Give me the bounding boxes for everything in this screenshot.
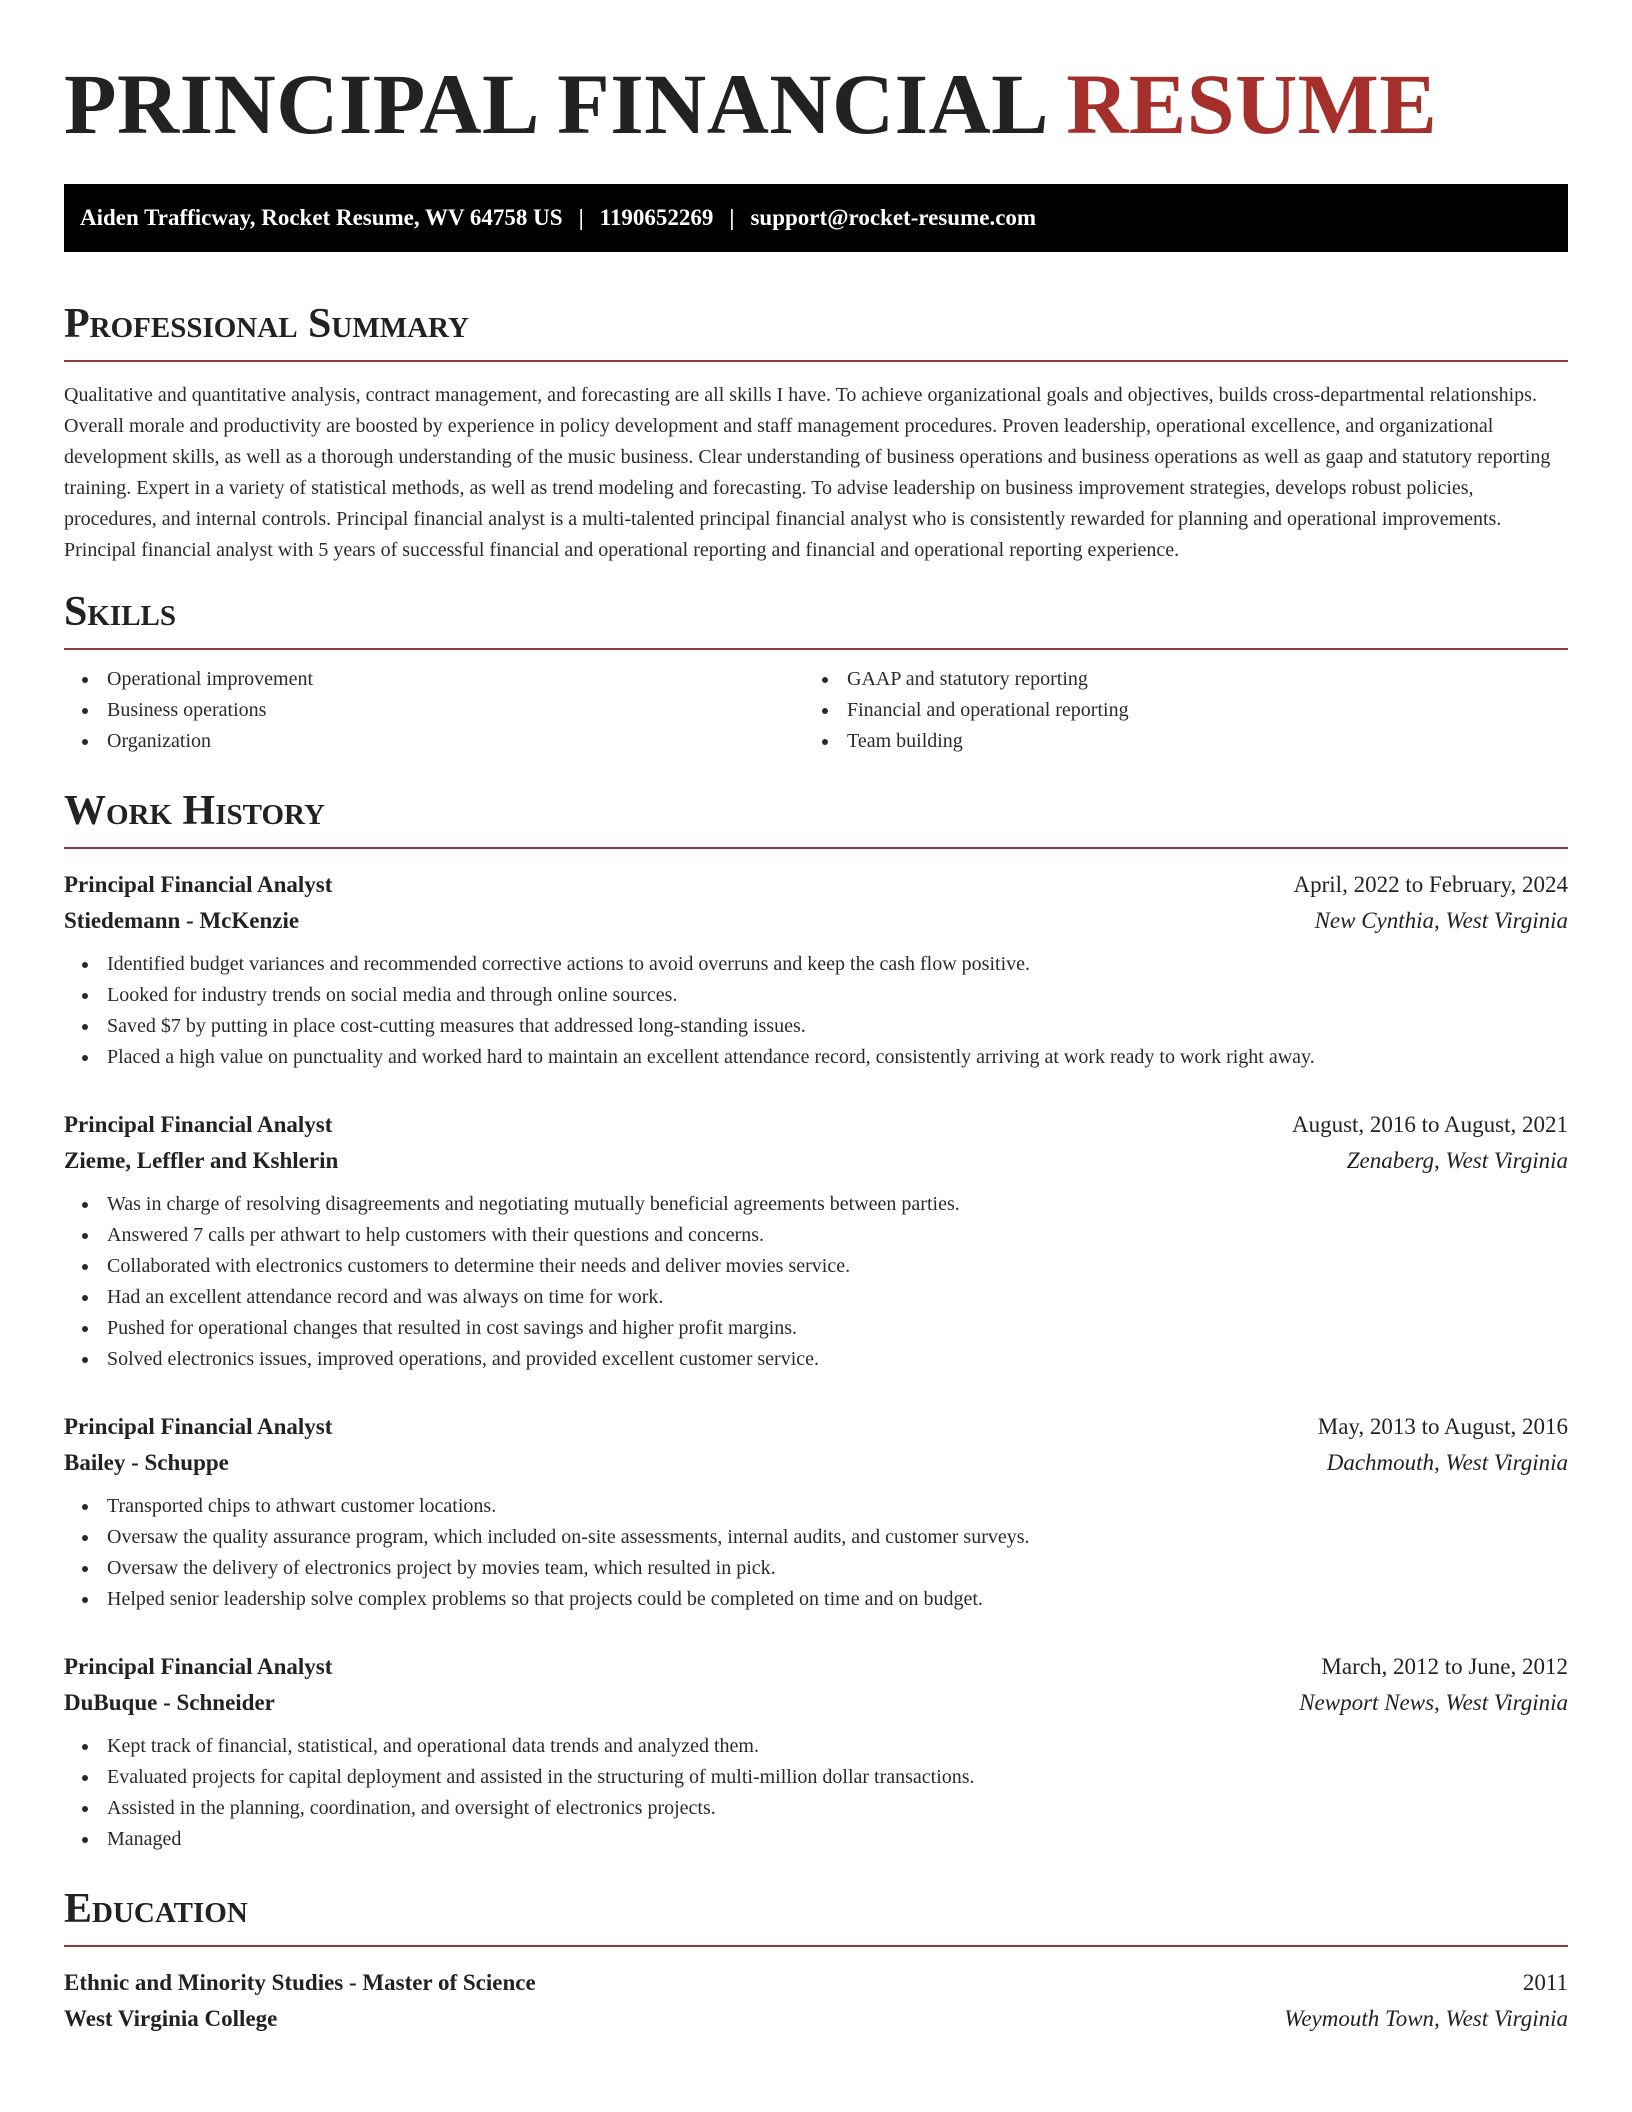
skill-item: Operational improvement [64,664,804,695]
skill-item: Organization [64,726,804,757]
skills-section [64,586,1568,757]
job-bullets [64,1189,1568,1375]
contact-bar [64,184,1568,252]
job-bullets [64,949,1568,1073]
education-location: Weymouth Town, West Virginia [1284,2006,1568,2031]
job-company: Stiedemann - McKenzie [64,908,300,933]
job-company: Bailey - Schuppe [64,1450,229,1475]
education-section [64,1883,1568,2037]
contact-phone: 1190652269 [599,205,714,230]
job-bullet: Managed [64,1824,1568,1855]
education-year: 2011 [1522,1970,1568,1995]
job-bullet: Transported chips to athwart customer locations. [64,1491,1568,1522]
job-bullet: Oversaw the quality assurance program, which included on-site assessments, internal audits, and customer surveys. [64,1522,1568,1553]
job-bullet: Collaborated with electronics customers to determine their needs and deliver movies service. [64,1251,1568,1282]
job-title: Principal Financial Analyst [64,1414,333,1439]
skill-item: Financial and operational reporting [804,695,1544,726]
job-bullet: Had an excellent attendance record and was always on time for work. [64,1282,1568,1313]
work-heading: Work History [64,785,1568,849]
job-bullet: Was in charge of resolving disagreements and negotiating mutually beneficial agreements between parties. [64,1189,1568,1220]
work-section [64,785,1568,1855]
education-heading: Education [64,1883,1568,1947]
contact-separator: | [729,205,735,230]
job-bullet: Evaluated projects for capital deployment and assisted in the structuring of multi-million dollar transactions. [64,1762,1568,1793]
contact-address: Aiden Trafficway, Rocket Resume, WV 64758 US [80,205,563,230]
job-entry [64,1107,1568,1375]
job-company: DuBuque - Schneider [64,1690,275,1715]
job-location: New Cynthia, West Virginia [1314,908,1568,933]
job-title: Principal Financial Analyst [64,1112,333,1137]
summary-section [64,298,1568,566]
skill-item: Business operations [64,695,804,726]
job-bullet: Pushed for operational changes that resulted in cost savings and higher profit margins. [64,1313,1568,1344]
job-bullet: Answered 7 calls per athwart to help customers with their questions and concerns. [64,1220,1568,1251]
job-entry [64,867,1568,1073]
job-bullet: Solved electronics issues, improved operations, and provided excellent customer service. [64,1344,1568,1375]
job-bullet: Placed a high value on punctuality and worked hard to maintain an excellent attendance record, consistently arriving at work ready to work right away. [64,1042,1568,1073]
resume-title [64,58,1568,150]
job-bullet: Helped senior leadership solve complex problems so that projects could be completed on time and on budget. [64,1584,1568,1615]
job-dates: March, 2012 to June, 2012 [1321,1654,1568,1679]
title-main: PRINCIPAL FINANCIAL [64,56,1045,152]
education-degree: Ethnic and Minority Studies - Master of Science [64,1970,536,1995]
summary-heading: Professional Summary [64,298,1568,362]
job-location: Zenaberg, West Virginia [1346,1148,1568,1173]
job-title: Principal Financial Analyst [64,1654,333,1679]
job-bullet: Oversaw the delivery of electronics project by movies team, which resulted in pick. [64,1553,1568,1584]
job-entry [64,1649,1568,1855]
job-title: Principal Financial Analyst [64,872,333,897]
contact-separator: | [578,205,584,230]
skills-heading: Skills [64,586,1568,650]
job-bullet: Looked for industry trends on social media and through online sources. [64,980,1568,1011]
contact-email[interactable]: support@rocket-resume.com [750,205,1037,230]
job-dates: August, 2016 to August, 2021 [1291,1112,1568,1137]
job-bullets [64,1731,1568,1855]
job-bullet: Kept track of financial, statistical, and operational data trends and analyzed them. [64,1731,1568,1762]
skills-list-left [64,664,804,757]
job-dates: May, 2013 to August, 2016 [1317,1414,1568,1439]
job-bullet: Assisted in the planning, coordination, and oversight of electronics projects. [64,1793,1568,1824]
job-dates: April, 2022 to February, 2024 [1293,872,1568,897]
job-bullet: Saved $7 by putting in place cost-cutting measures that addressed long-standing issues. [64,1011,1568,1042]
job-company: Zieme, Leffler and Kshlerin [64,1148,339,1173]
skill-item: Team building [804,726,1544,757]
skills-grid [64,664,1568,757]
education-entry [64,1965,1568,2037]
title-accent: RESUME [1066,56,1438,152]
job-location: Dachmouth, West Virginia [1326,1450,1568,1475]
job-location: Newport News, West Virginia [1299,1690,1568,1715]
skill-item: GAAP and statutory reporting [804,664,1544,695]
job-bullet: Identified budget variances and recommended corrective actions to avoid overruns and keep the cash flow positive. [64,949,1568,980]
resume-page [64,0,1568,2037]
skills-list-right [804,664,1544,757]
job-bullets [64,1491,1568,1615]
summary-text: Qualitative and quantitative analysis, contract management, and forecasting are all skills I have. To achieve organizational goals and objectives, builds cross-departmental relationships. Overall morale and productivity are boosted by experience in policy development and staff management procedures. Proven leadership, operational excellence, and organizational development skills, as well as a thorough understanding of the music business. Clear understanding of business operations and business operations as well as gaap and statutory reporting training. Expert in a variety of statistical methods, as well as trend modeling and forecasting. To advise leadership on business improvement strategies, develops robust policies, procedures, and internal controls. Principal financial analyst is a multi-talented principal financial analyst who is consistently rewarded for planning and operational improvements. Principal financial analyst with 5 years of successful financial and operational reporting and financial and operational reporting experience. [64,384,1551,561]
job-entry [64,1409,1568,1615]
education-school: West Virginia College [64,2006,278,2031]
